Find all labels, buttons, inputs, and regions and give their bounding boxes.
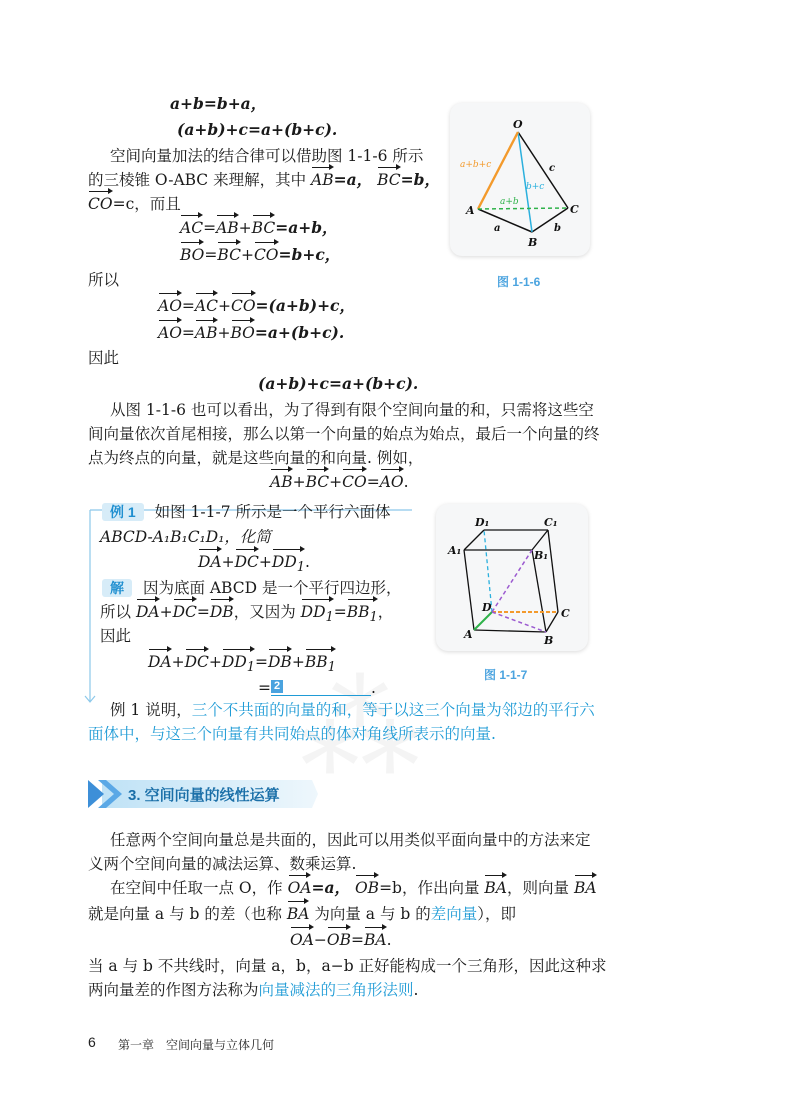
highlight-text: 差向量 — [430, 905, 478, 923]
paragraph-line — [110, 878, 597, 898]
label-c: c — [549, 163, 556, 174]
highlight-text: 向量减法的三角形法则 — [258, 981, 414, 999]
label-A: A — [464, 628, 473, 641]
vector-OA: OA — [290, 931, 314, 949]
paragraph-line: 义两个空间向量的减法运算、数乘运算. — [88, 855, 357, 873]
equation-line: $DA+DC+DD_1$. — [198, 552, 310, 578]
text-span: 所以 — [100, 603, 132, 621]
vector-OA: OA — [287, 879, 312, 897]
vector-AO: AO — [158, 297, 182, 315]
highlight-text: 三个不共面的向量的和，等于以这三个向量为邻边的平行六 — [191, 701, 595, 719]
edge-DA — [474, 612, 492, 630]
equation-line: AO=AB+BO=a+(b+c). — [158, 323, 345, 342]
paragraph-line — [88, 904, 516, 924]
equation-line: BO=BC+CO=b+c， — [180, 245, 341, 264]
label-abc: a+b+c — [460, 160, 492, 170]
edge-OC — [518, 132, 568, 208]
vector-CO: CO — [253, 246, 279, 264]
text-span: 就是向量 a 与 b 的差（也称 — [88, 905, 282, 923]
paragraph-line — [110, 700, 595, 720]
edge-DD1 — [484, 530, 492, 612]
equation-line: AC=AB+BC=a+b， — [180, 218, 338, 237]
vector-BC: BC — [251, 219, 276, 237]
figure-caption: 图 1-1-6 — [497, 275, 541, 289]
label-A: A — [466, 204, 475, 217]
edge-AC — [478, 208, 568, 209]
paragraph-line: 当 a 与 b 不共线时，向量 a，b，a−b 正好能构成一个三角形，因此这种求 — [88, 957, 607, 975]
vector-DA: DA — [135, 603, 160, 621]
edge-DB1 — [492, 550, 532, 612]
vector-CO: CO — [342, 473, 367, 491]
text-span: 例 1 说明， — [110, 701, 192, 719]
text-span: 在空间中任取一点 O，作 — [110, 879, 283, 897]
edge-DB — [492, 612, 546, 632]
vector-BB1: $BB_1$ — [305, 652, 336, 678]
label-D1: D₁ — [475, 516, 490, 529]
vector-BA: BA — [484, 879, 508, 897]
vector-BC: BC — [377, 171, 401, 189]
figure-tetrahedron — [450, 103, 590, 256]
text-span: 的三棱锥 O-ABC 来理解，其中 — [88, 171, 307, 189]
label-b: b — [554, 223, 561, 234]
vector-DB: DB — [209, 603, 234, 621]
text-span: ），即 — [477, 905, 516, 923]
text-span: =b， — [400, 170, 440, 189]
vector-AC: AC — [180, 219, 204, 237]
paragraph-line: 空间向量加法的结合律可以借助图 1-1-6 所示 — [110, 147, 424, 165]
text-span: 为向量 a 与 b 的 — [314, 905, 431, 923]
vector-DC: DC — [234, 553, 259, 571]
label-D: D — [482, 601, 492, 614]
text-span: =a+(b+c). — [254, 323, 345, 342]
vector-AB: AB — [194, 324, 218, 342]
section-banner — [88, 777, 318, 811]
edge-A1D1 — [464, 530, 484, 550]
vector-CO: CO — [230, 297, 256, 315]
vector-AO: AO — [379, 473, 404, 491]
equation-line: OA−OB=BA. — [290, 931, 392, 949]
example-line — [102, 502, 391, 522]
equation-line: AO=AC+CO=(a+b)+c， — [158, 296, 355, 315]
text-span: . — [413, 981, 419, 999]
vector-DC: DC — [172, 603, 197, 621]
vector-BO: BO — [180, 246, 205, 264]
answer-blank[interactable] — [271, 679, 371, 696]
vector-DA: DA — [148, 653, 172, 671]
label-B: B — [528, 236, 538, 249]
edge-A1A — [464, 550, 474, 630]
paragraph-line: 任意两个空间向量总是共面的，因此可以用类似平面向量中的方法来定 — [110, 831, 591, 849]
chapter-title: 第一章 空间向量与立体几何 — [118, 1038, 275, 1052]
vector-DC: DC — [184, 653, 209, 671]
text-span: 如图 1-1-7 所示是一个平行六面体 — [154, 503, 391, 521]
edge-C1C — [548, 530, 558, 612]
equation-associative: (a+b)+c=a+(b+c). — [177, 120, 338, 139]
vector-OB: OB — [326, 931, 352, 949]
vector-AO: AO — [158, 324, 182, 342]
vector-DB: DB — [268, 653, 292, 671]
page-number: 6 — [88, 1034, 96, 1050]
figure-caption: 图 1-1-7 — [484, 668, 528, 682]
example-line: ABCD-A₁B₁C₁D₁，化简 — [100, 528, 271, 546]
text-span: =a， — [333, 170, 373, 189]
edge-B1C1 — [532, 530, 548, 550]
edge-BC — [532, 208, 568, 232]
paragraph-line — [88, 194, 181, 214]
edge-BC — [546, 612, 558, 632]
vector-AB: AB — [216, 219, 239, 237]
paragraph-line: 点为终点的向量，就是这些向量的和向量. 例如， — [88, 449, 424, 467]
vector-BA: BA — [286, 905, 310, 923]
vector-AB: AB — [311, 171, 334, 189]
edge-B1B — [532, 549, 549, 632]
text-span: ，则向量 — [507, 879, 570, 897]
vector-BC: BC — [305, 473, 330, 491]
highlight-text: 面体中，与这三个向量有共同始点的体对角线所表示的向量. — [88, 725, 496, 743]
text-span: =a， — [311, 878, 351, 897]
label-A1: A₁ — [448, 544, 462, 557]
text-span: =a+b， — [275, 218, 338, 237]
vector-CO: CO — [88, 195, 113, 213]
solution-line — [102, 578, 401, 598]
text-span: ，又因为 — [233, 603, 296, 621]
text-span: =(a+b)+c， — [255, 296, 355, 315]
vector-BO: BO — [230, 324, 255, 342]
paragraph-line: 所以 — [88, 271, 120, 289]
label-bc: b+c — [526, 182, 545, 192]
paragraph-line: 间向量依次首尾相接，那么以第一个向量的始点为始点，最后一个向量的终 — [88, 425, 600, 443]
label-a: a — [494, 223, 501, 234]
equation-associative-result: (a+b)+c=a+(b+c). — [258, 374, 419, 393]
section-title: 3. 空间向量的线性运算 — [128, 787, 280, 804]
figure-parallelepiped — [436, 504, 588, 651]
label-C: C — [561, 607, 570, 620]
paragraph-line — [88, 980, 418, 1000]
vector-DD1: $DD_1$ — [301, 602, 334, 628]
paragraph-line: 从图 1-1-6 也可以看出，为了得到有限个空间向量的和，只需将这些空 — [110, 401, 594, 419]
vector-DD1: $DD_1$ — [222, 652, 255, 678]
vector-BC: BC — [217, 246, 241, 264]
label-B1: B₁ — [534, 549, 549, 562]
paragraph-line: 因此 — [88, 349, 120, 367]
vector-DA: DA — [198, 553, 222, 571]
solution-line: 所以 DA+DC=DB，又因为 $DD_1=BB_1$， — [100, 602, 393, 628]
label-ab: a+b — [500, 197, 519, 207]
equation-commutative: a+b=b+a， — [170, 94, 267, 113]
vector-BA: BA — [573, 879, 597, 897]
vector-AC: AC — [194, 297, 218, 315]
vector-OB: OB — [354, 879, 380, 897]
solution-tag: 解 — [102, 579, 132, 597]
text-span: =c，而且 — [112, 195, 181, 213]
edge-AB — [474, 630, 546, 632]
paragraph-line — [88, 170, 440, 190]
example-tag: 例 1 — [102, 503, 144, 521]
vector-BB1: $BB_1$ — [347, 602, 378, 628]
text-span: =b，作出向量 — [379, 879, 480, 897]
equation-line: AB+BC+CO=AO. — [270, 473, 409, 491]
text-span: 两向量差的作图方法称为 — [88, 981, 259, 999]
label-C1: C₁ — [544, 516, 558, 529]
vector-DD1: $DD_1$ — [272, 552, 305, 578]
text-span: 因为底面 ABCD 是一个平行四边形， — [142, 579, 402, 597]
solution-line: 因此 — [100, 627, 132, 645]
blank-number: 2 — [271, 680, 283, 693]
label-C: C — [570, 203, 579, 216]
equation-line: $DA+DC+DD_1=DB+BB_1$ — [148, 652, 336, 678]
vector-BA: BA — [364, 931, 387, 949]
edge-AB — [478, 209, 532, 232]
vector-AB: AB — [270, 473, 293, 491]
text-span: =b+c， — [278, 245, 341, 264]
label-O: O — [513, 118, 523, 131]
label-B: B — [544, 634, 554, 647]
equation-line: = 2 . — [258, 679, 376, 697]
